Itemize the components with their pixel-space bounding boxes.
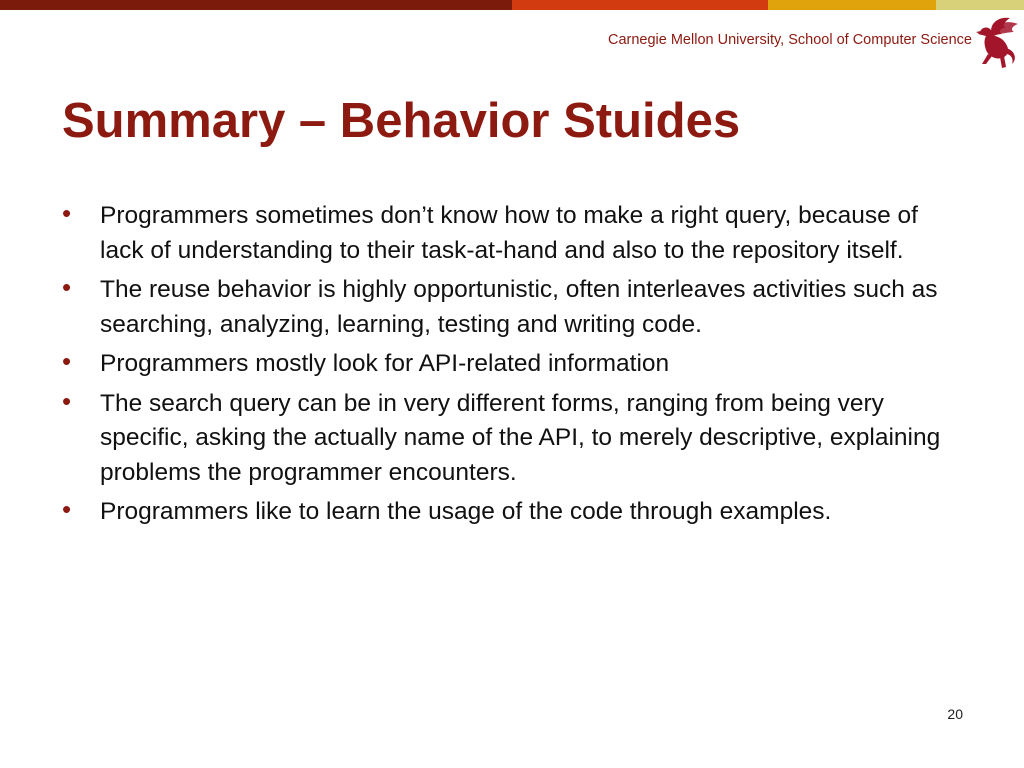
bullet-item [58, 273, 958, 342]
bullet-list [58, 199, 958, 535]
bullet-text: Programmers mostly look for API-related information [100, 350, 670, 377]
top-bar-segment-4 [936, 0, 1024, 10]
affiliation-text: Carnegie Mellon University, School of Computer Science [607, 32, 972, 48]
bullet-item [58, 199, 958, 268]
slide-title: Summary – Behavior Stuides [62, 94, 741, 148]
bullet-icon: • [62, 494, 72, 524]
bullet-icon: • [62, 272, 72, 302]
page-number: 20 [947, 706, 963, 722]
bullet-item [58, 347, 958, 382]
bullet-text: Programmers sometimes don’t know how to make a right query, because of lack of understanding to their task-at-hand and also to the repository itself. [100, 202, 918, 264]
bullet-item [58, 387, 958, 491]
bullet-item [58, 495, 958, 530]
bullet-icon: • [62, 385, 72, 416]
griffin-logo-icon [972, 14, 1020, 72]
top-bar-segment-2 [512, 0, 768, 10]
bullet-text: The search query can be in very different forms, ranging from being very specific, asking the actually name of the API, to merely descriptive, explaining problems the programmer encounters. [100, 389, 941, 486]
bullet-icon: • [62, 198, 72, 228]
top-color-bar [0, 0, 1024, 10]
bullet-text: The reuse behavior is highly opportunistic, often interleaves activities such as searching, analyzing, learning, testing and writing code. [100, 276, 938, 338]
bullet-text: Programmers like to learn the usage of the code through examples. [100, 498, 832, 525]
top-bar-segment-3 [768, 0, 936, 10]
top-bar-segment-1 [0, 0, 512, 10]
bullet-icon: • [62, 346, 72, 376]
